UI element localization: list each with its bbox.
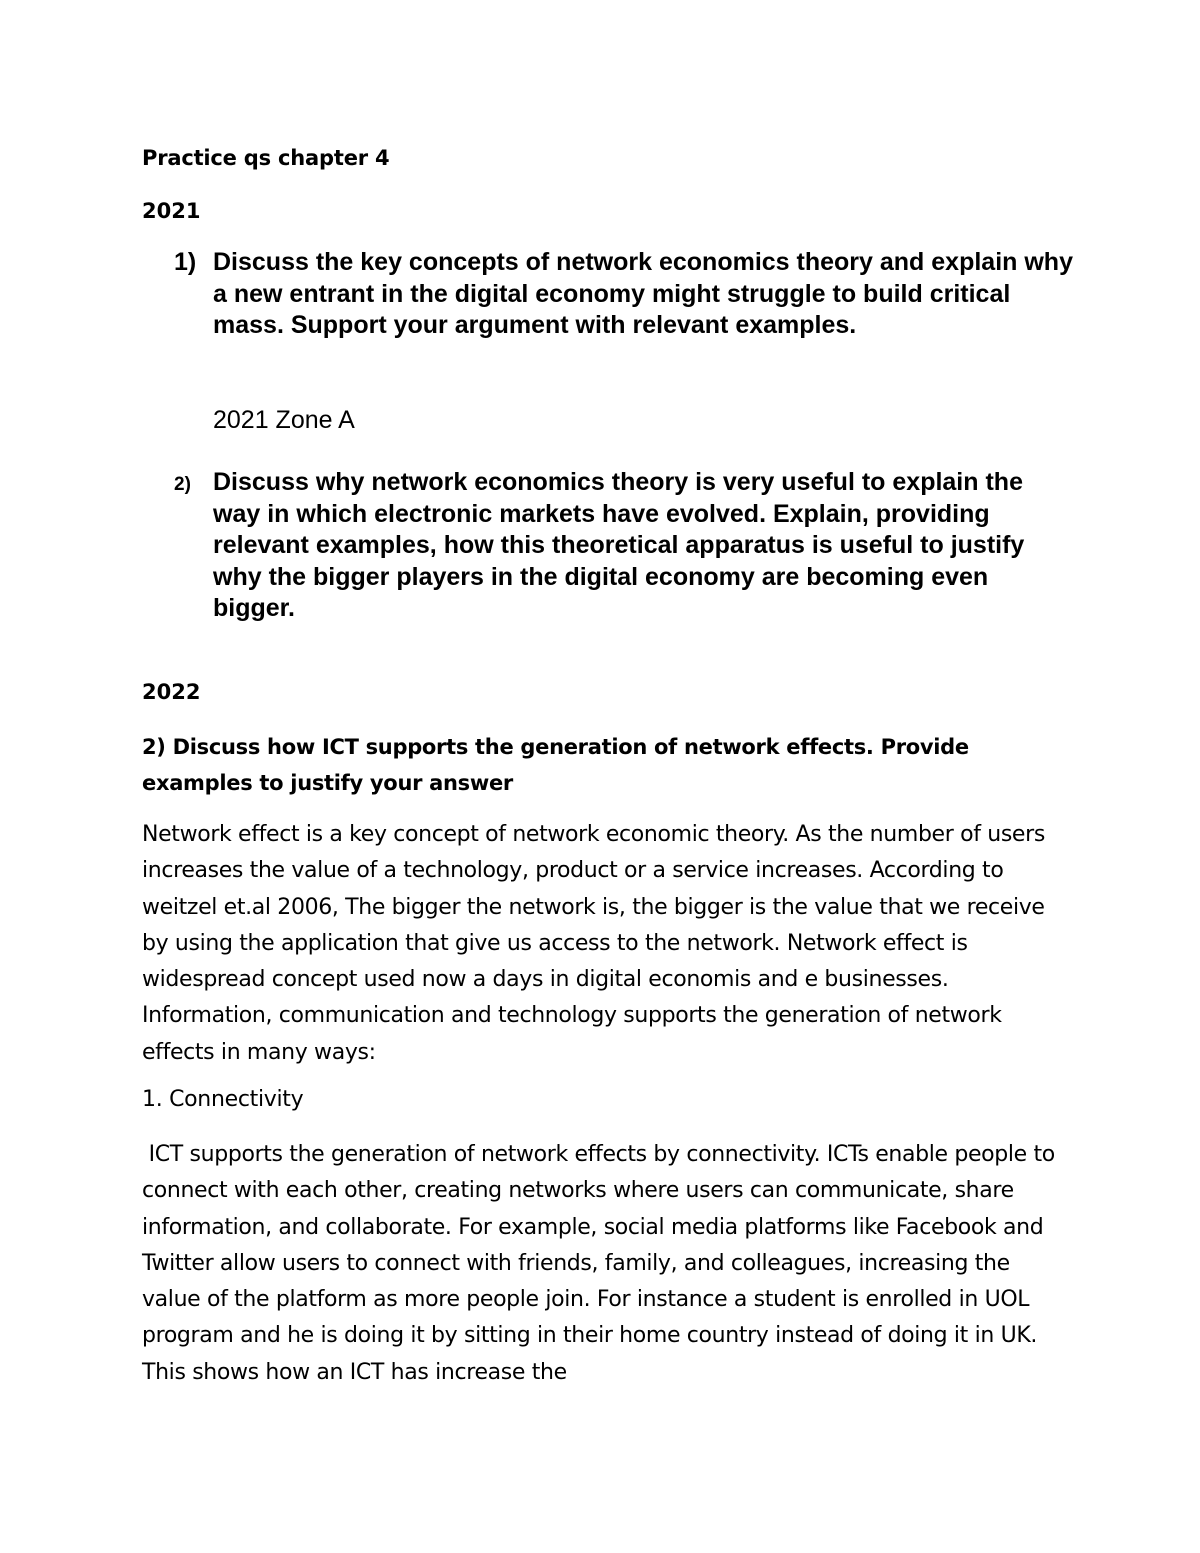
question-2022-text: 2) Discuss how ICT supports the generation of network effects. Provide examples to justify your answer <box>142 735 969 795</box>
question-2-text: Discuss why network economics theory is very useful to explain the way in which electronic markets have evolved. Explain, providing relevant examples, how this theoretical apparatus is useful to justify why the bigger players in the digital economy are becoming even bigger. <box>213 468 1025 622</box>
answer-intro-paragraph: Network effect is a key concept of network economic theory. As the number of users increases the value of a technology, product or a service increases. According to weitzel et.al 2006, The bigger the network is, the bigger is the value that we receive by using the application that give us access to the network. Network effect is widespread concept used now a days in digital economis and e businesses. Information, communication and technology supports the generation of network effects in many ways: <box>142 822 1045 1065</box>
connectivity-heading: 1. Connectivity <box>142 1087 304 1112</box>
question-number-2: 2) <box>174 474 191 495</box>
question-number-1: 1) <box>174 248 197 276</box>
year-heading-2022: 2022 <box>142 680 201 704</box>
year-heading-2021: 2021 <box>142 199 201 223</box>
zone-label: 2021 Zone A <box>213 406 355 434</box>
connectivity-paragraph: ICT supports the generation of network effects by connectivity. ICTs enable people to connect with each other, creating networks where users can communicate, share information, and collaborate. For example, social media platforms like Facebook and Twitter allow users to connect with friends, family, and colleagues, increasing the value of the platform as more people join. For instance a student is enrolled in UOL program and he is doing it by sitting in their home country instead of doing it in UK. This shows how an ICT has increase the <box>142 1142 1062 1385</box>
document-title: Practice qs chapter 4 <box>142 146 390 170</box>
question-1-text: Discuss the key concepts of network economics theory and explain why a new entrant in the digital economy might struggle to build critical mass. Support your argument with relevant examples. <box>213 248 1073 339</box>
